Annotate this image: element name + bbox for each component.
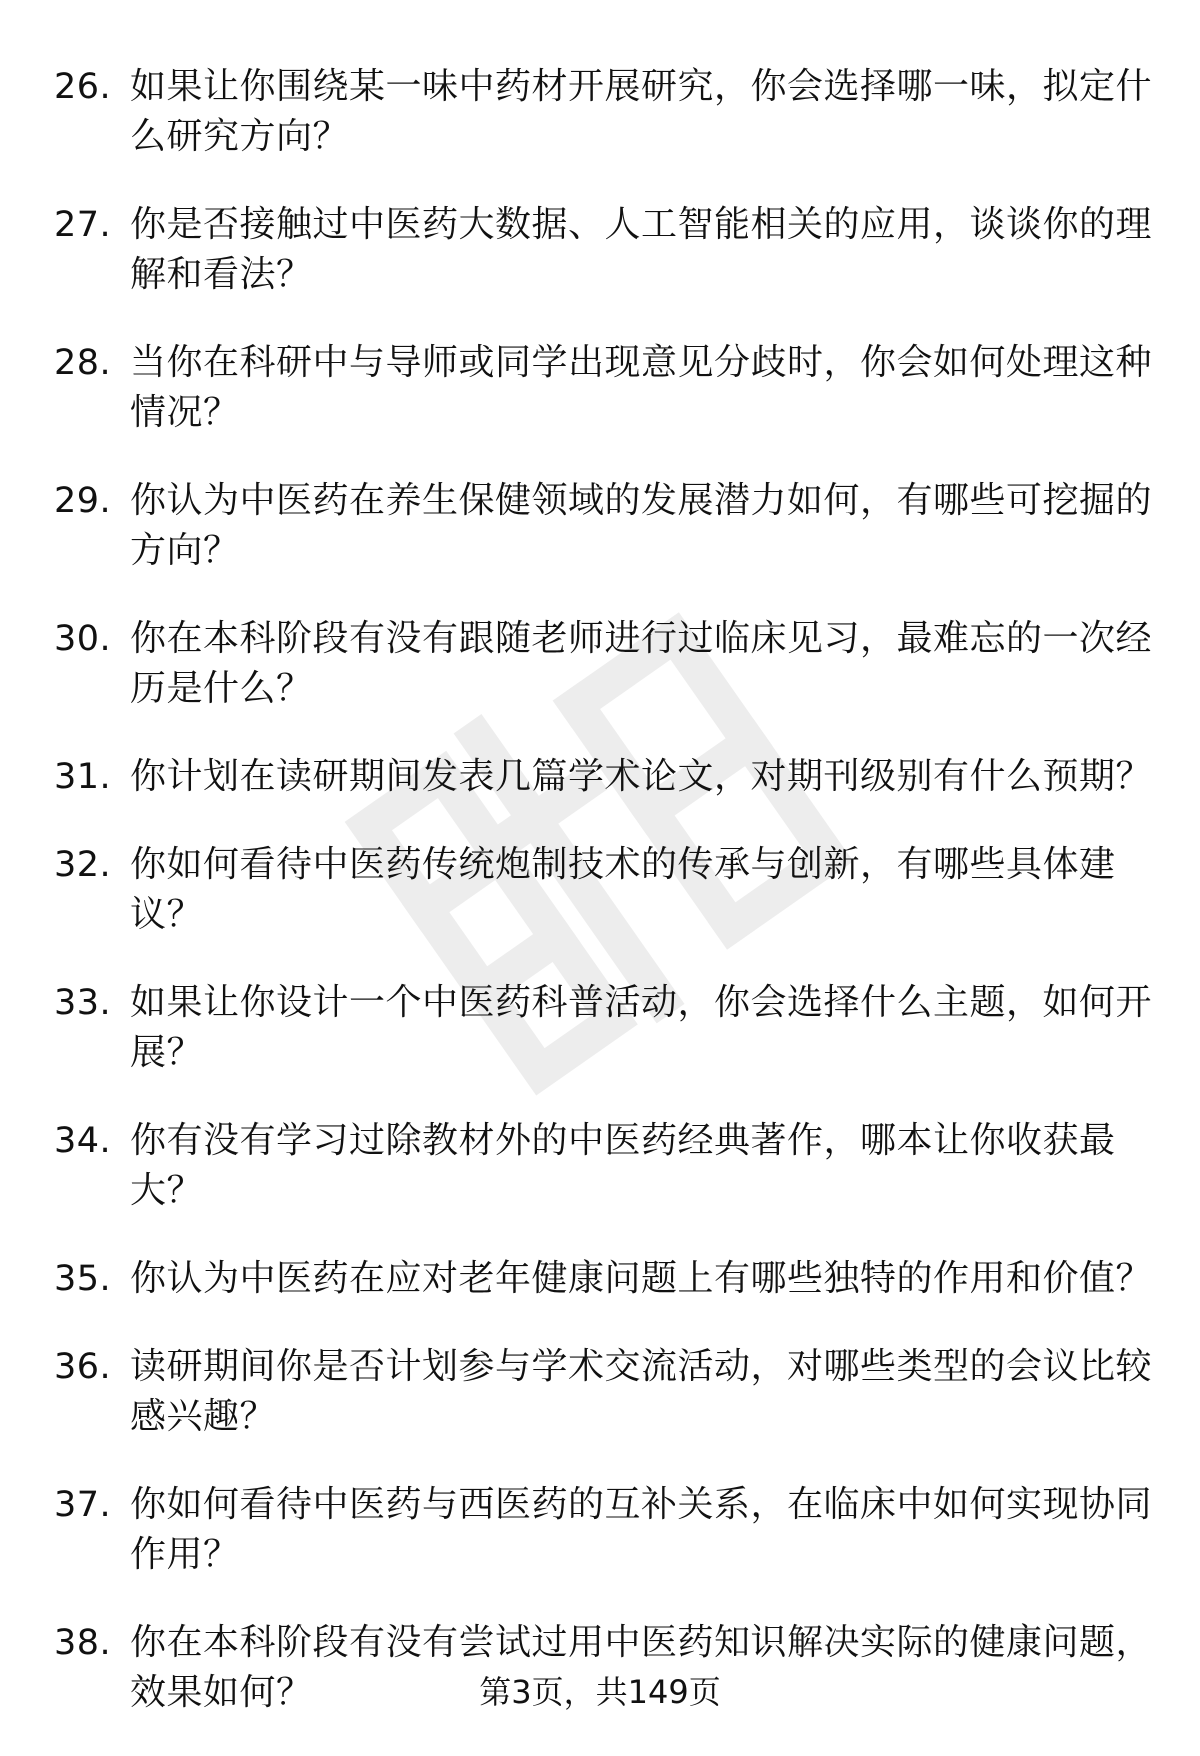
question-number: 31. [54, 757, 112, 797]
question-number: 29. [54, 481, 112, 521]
question-number: 33. [54, 983, 112, 1023]
question-text: 你如何看待中医药与西医药的互补关系，在临床中如何实现协同作用？ [130, 1484, 1153, 1575]
question-item [0, 338, 1200, 438]
question-item [0, 476, 1200, 576]
question-item [0, 752, 1200, 802]
question-number: 38. [54, 1623, 112, 1663]
question-text: 你如何看待中医药传统炮制技术的传承与创新，有哪些具体建议？ [130, 844, 1116, 935]
question-text: 如果让你围绕某一味中药材开展研究，你会选择哪一味，拟定什么研究方向？ [130, 66, 1153, 157]
question-item [0, 1480, 1200, 1580]
page-footer: 第3页，共149页 [479, 1673, 721, 1711]
question-item [0, 1254, 1200, 1304]
question-number: 28. [54, 343, 112, 383]
question-text: 你有没有学习过除教材外的中医药经典著作，哪本让你收获最大？ [130, 1120, 1116, 1211]
question-text: 你是否接触过中医药大数据、人工智能相关的应用，谈谈你的理解和看法？ [130, 204, 1153, 295]
question-text: 你计划在读研期间发表几篇学术论文，对期刊级别有什么预期？ [130, 756, 1153, 797]
question-number: 27. [54, 205, 112, 245]
question-text: 如果让你设计一个中医药科普活动，你会选择什么主题，如何开展？ [130, 982, 1153, 1073]
question-text: 你认为中医药在养生保健领域的发展潜力如何，有哪些可挖掘的方向？ [130, 480, 1153, 571]
question-number: 37. [54, 1485, 112, 1525]
question-number: 36. [54, 1347, 112, 1387]
question-item [0, 1342, 1200, 1442]
question-text: 你在本科阶段有没有尝试过用中医药知识解决实际的健康问题，效果如何？ [130, 1622, 1153, 1713]
question-text: 你认为中医药在应对老年健康问题上有哪些独特的作用和价值？ [130, 1258, 1153, 1299]
question-item [0, 840, 1200, 940]
question-list [0, 62, 1200, 1756]
question-item [0, 978, 1200, 1078]
question-number: 34. [54, 1121, 112, 1161]
question-text: 你在本科阶段有没有跟随老师进行过临床见习，最难忘的一次经历是什么？ [130, 618, 1153, 709]
question-item [0, 200, 1200, 300]
question-number: 32. [54, 845, 112, 885]
question-item [0, 1116, 1200, 1216]
question-item [0, 62, 1200, 162]
question-number: 26. [54, 67, 112, 107]
question-number: 35. [54, 1259, 112, 1299]
question-text: 读研期间你是否计划参与学术交流活动，对哪些类型的会议比较感兴趣？ [130, 1346, 1153, 1437]
question-text: 当你在科研中与导师或同学出现意见分歧时，你会如何处理这种情况？ [130, 342, 1153, 433]
question-item [0, 614, 1200, 714]
question-number: 30. [54, 619, 112, 659]
